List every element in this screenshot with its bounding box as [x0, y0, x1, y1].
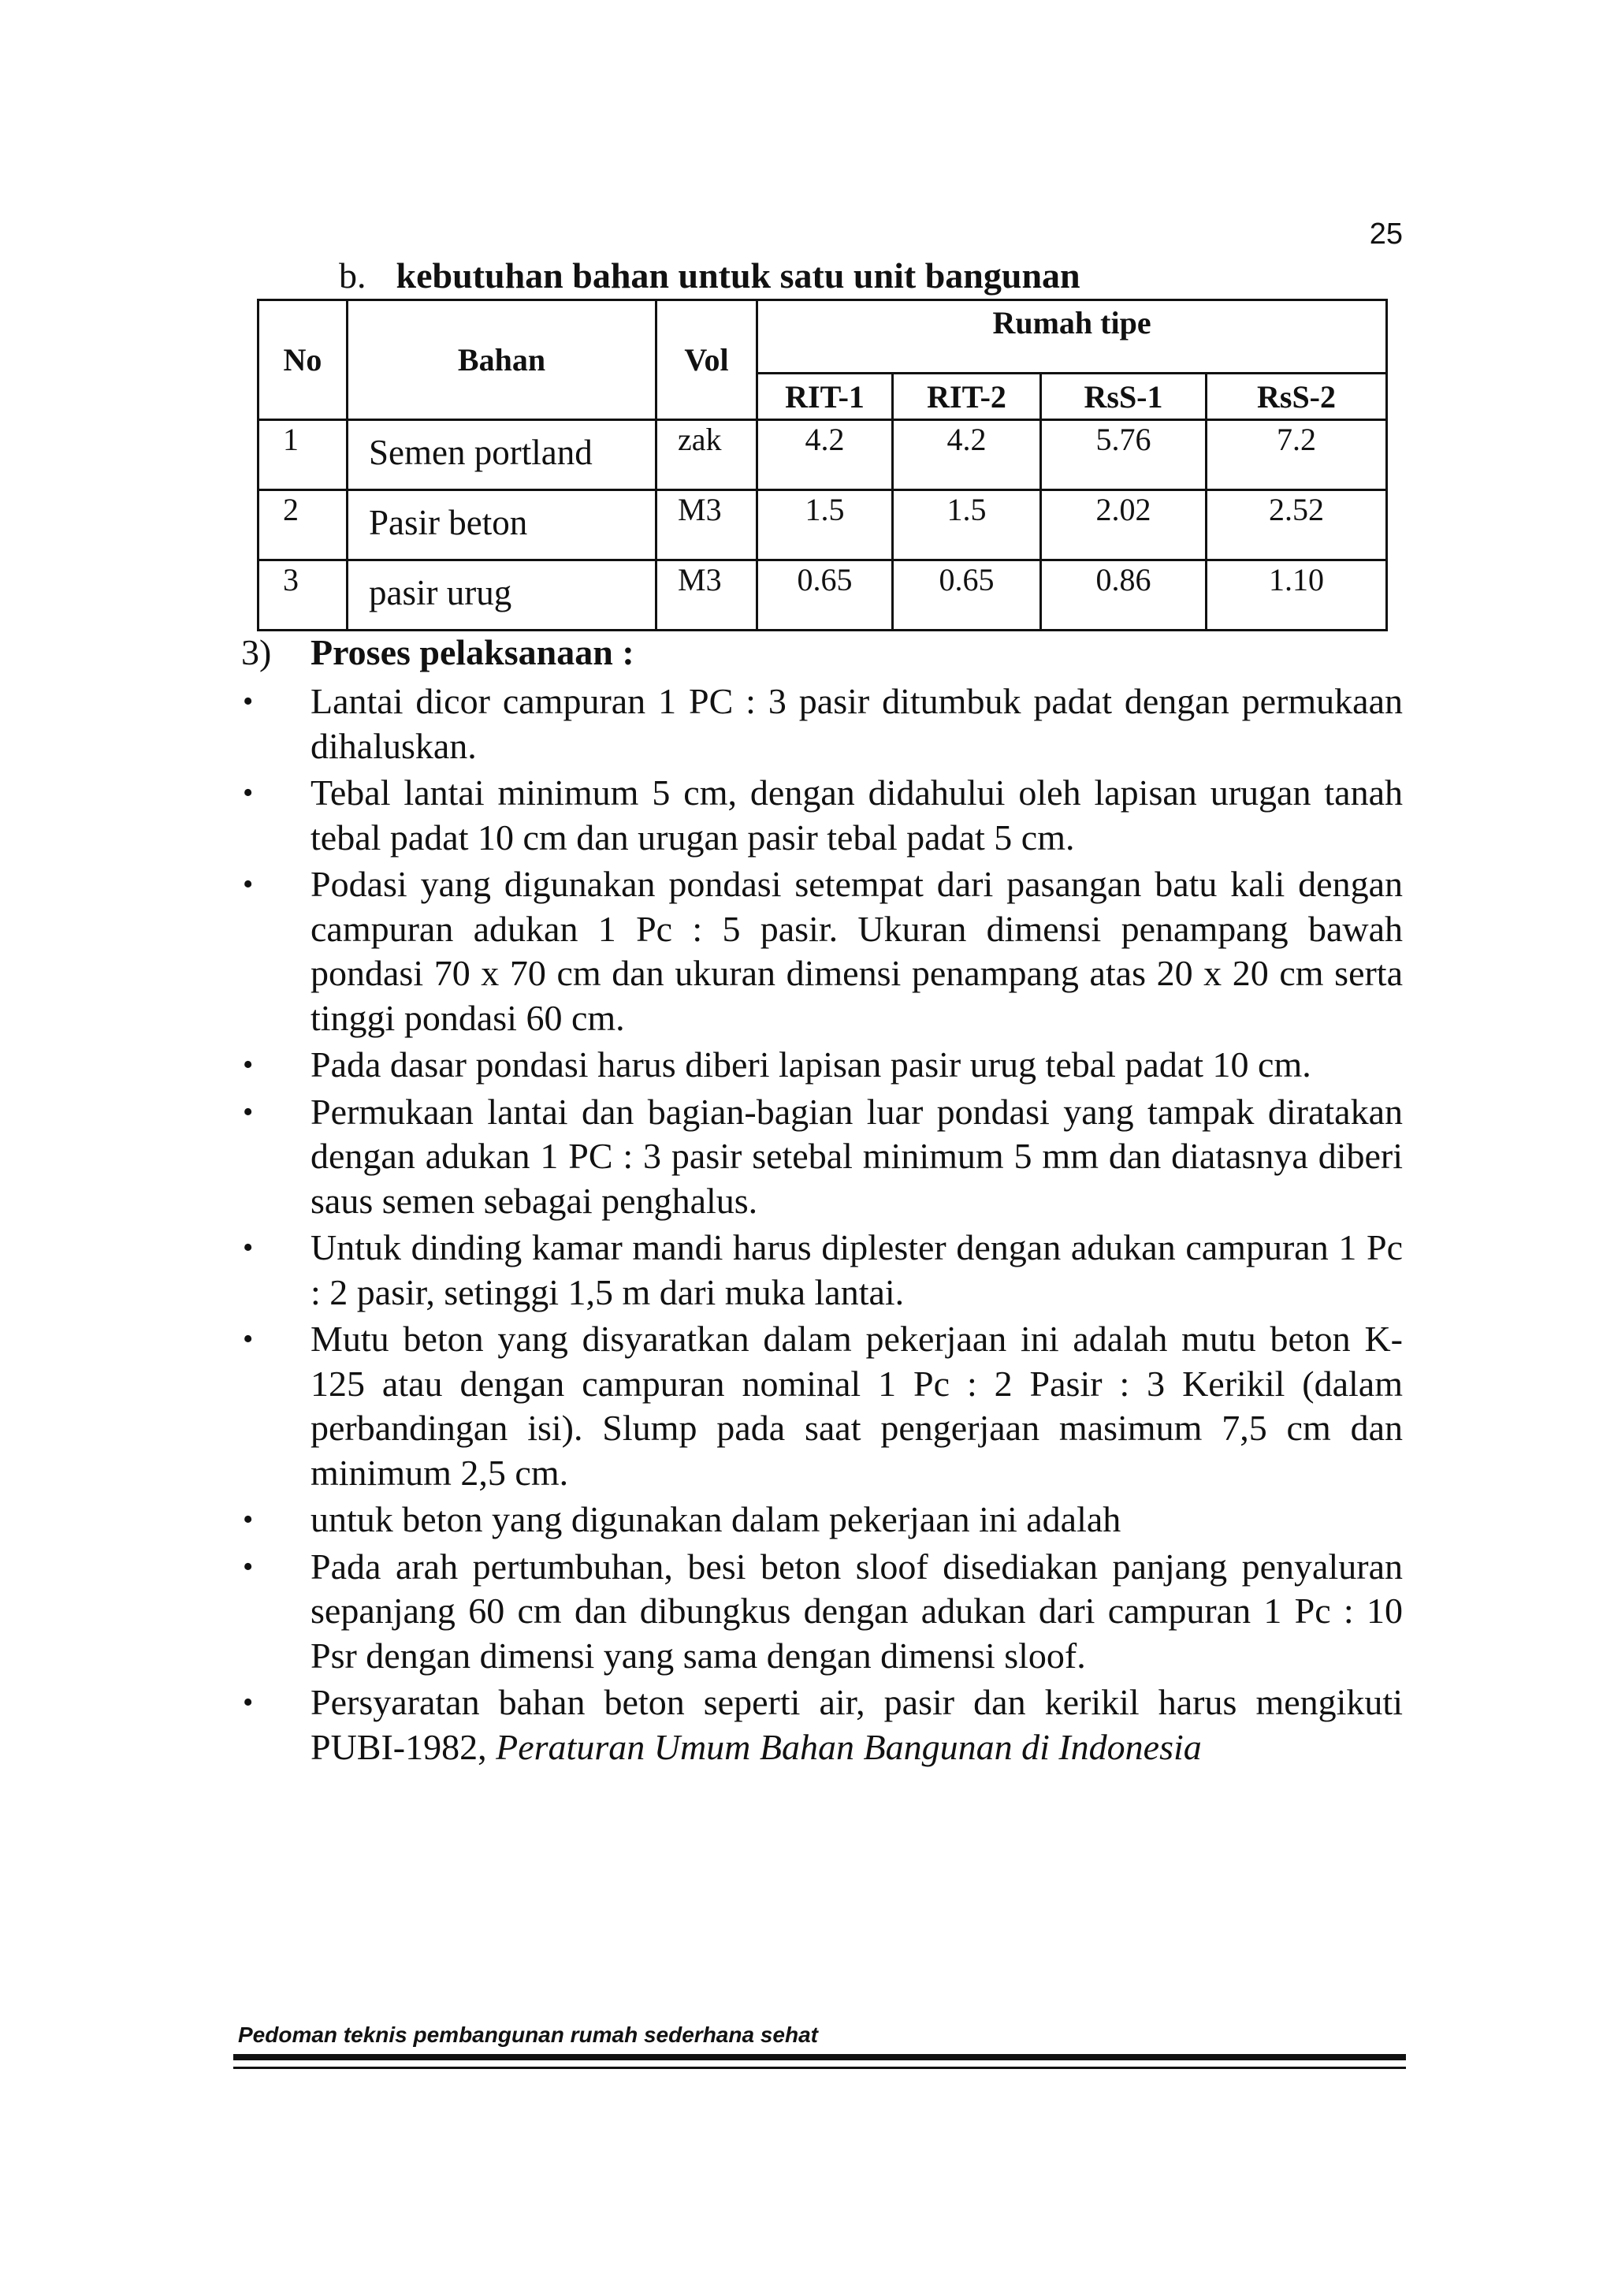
- table-row: [258, 490, 1387, 560]
- list-item-text: Pada dasar pondasi harus diberi lapisan pasir urug tebal padat 10 cm.: [311, 1044, 1311, 1085]
- list-item: [241, 862, 1403, 1040]
- cell-value: 1.5: [893, 490, 1041, 560]
- cell-value: 2.02: [1041, 490, 1207, 560]
- list-item: [241, 1680, 1403, 1769]
- regulation-title: Peraturan Umum Bahan Bangunan di Indonesia: [496, 1726, 1202, 1767]
- cell-value: 4.2: [757, 420, 893, 490]
- section-title: Proses pelaksanaan :: [311, 632, 634, 672]
- cell-no: 2: [258, 490, 348, 560]
- cell-bahan: pasir urug: [348, 560, 656, 631]
- bullet-icon: •: [243, 1231, 254, 1264]
- bullet-icon: •: [243, 1686, 254, 1719]
- bullet-icon: •: [243, 1550, 254, 1583]
- bullet-icon: •: [243, 1048, 254, 1081]
- cell-vol: M3: [656, 560, 757, 631]
- bullet-icon: •: [243, 1503, 254, 1536]
- header-type: RIT-2: [893, 374, 1041, 420]
- page-number: 25: [1369, 218, 1403, 251]
- cell-value: 2.52: [1207, 490, 1387, 560]
- cell-bahan: Semen portland: [348, 420, 656, 490]
- header-type: RIT-1: [757, 374, 893, 420]
- header-no: No: [258, 300, 348, 420]
- list-item-text: Permukaan lantai dan bagian-bagian luar pondasi yang tampak diratakan dengan adukan 1 PC : 3 pasir setebal minimum 5 mm dan diatasnya diberi saus semen sebagai penghalus.: [311, 1091, 1403, 1221]
- cell-value: 1.10: [1207, 560, 1387, 631]
- cell-no: 1: [258, 420, 348, 490]
- footer-rule-thin: [233, 2067, 1406, 2069]
- bullet-icon: •: [243, 776, 254, 809]
- section-heading: [241, 631, 634, 675]
- cell-value: 0.65: [757, 560, 893, 631]
- header-vol: Vol: [656, 300, 757, 420]
- cell-vol: zak: [656, 420, 757, 490]
- list-item-text: Pada arah pertumbuhan, besi beton sloof disediakan panjang penyaluran sepanjang 60 cm dan dibungkus dengan adukan dari campuran 1 Pc : 10 Psr dengan dimensi yang sama dengan dimensi sloof.: [311, 1546, 1403, 1676]
- list-item-text: untuk beton yang digunakan dalam pekerjaan ini adalah: [311, 1499, 1121, 1539]
- bullet-icon: •: [243, 868, 254, 901]
- table-heading-title: kebutuhan bahan untuk satu unit bangunan: [396, 255, 1080, 296]
- cell-vol: M3: [656, 490, 757, 560]
- list-item: [241, 1226, 1403, 1315]
- table-heading-letter: b.: [339, 255, 366, 296]
- list-item: [241, 1545, 1403, 1679]
- cell-bahan: Pasir beton: [348, 490, 656, 560]
- cell-value: 1.5: [757, 490, 893, 560]
- list-item-text: Tebal lantai minimum 5 cm, dengan didahului oleh lapisan urugan tanah tebal padat 10 cm dan urugan pasir tebal padat 5 cm.: [311, 772, 1403, 858]
- list-item-text: Persyaratan bahan beton seperti air, pasir dan kerikil harus mengikuti PUBI-1982,: [311, 1682, 1403, 1767]
- bullet-icon: •: [243, 685, 254, 718]
- header-type: RsS-2: [1207, 374, 1387, 420]
- cell-value: 5.76: [1041, 420, 1207, 490]
- list-item-text: Untuk dinding kamar mandi harus diplester dengan adukan campuran 1 Pc : 2 pasir, setinggi 1,5 m dari muka lantai.: [311, 1227, 1403, 1312]
- cell-no: 3: [258, 560, 348, 631]
- cell-value: 0.86: [1041, 560, 1207, 631]
- cell-value: 4.2: [893, 420, 1041, 490]
- list-item: [241, 1317, 1403, 1495]
- list-item: [241, 1090, 1403, 1224]
- list-item: [241, 771, 1403, 860]
- header-bahan: Bahan: [348, 300, 656, 420]
- list-item: [241, 1498, 1403, 1542]
- cell-value: 7.2: [1207, 420, 1387, 490]
- bullet-icon: •: [243, 1323, 254, 1356]
- footer-title: Pedoman teknis pembangunan rumah sederhana sehat: [238, 2022, 818, 2047]
- bullet-icon: •: [243, 1095, 254, 1129]
- process-list: [241, 679, 1403, 1772]
- header-rumah-tipe: Rumah tipe: [757, 300, 1387, 374]
- header-type: RsS-1: [1041, 374, 1207, 420]
- table-row: [258, 560, 1387, 631]
- list-item: [241, 1043, 1403, 1088]
- cell-value: 0.65: [893, 560, 1041, 631]
- materials-table: [257, 299, 1388, 631]
- section-number: 3): [241, 632, 272, 672]
- list-item-text: Lantai dicor campuran 1 PC : 3 pasir ditumbuk padat dengan permukaan dihaluskan.: [311, 681, 1403, 766]
- list-item: [241, 679, 1403, 768]
- footer-rule-thick: [233, 2054, 1406, 2060]
- table-row: [258, 420, 1387, 490]
- list-item-text: Mutu beton yang disyaratkan dalam pekerjaan ini adalah mutu beton K-125 atau dengan campuran nominal 1 Pc : 2 Pasir : 3 Kerikil (dalam perbandingan isi). Slump pada saat pengerjaan masimum 7,5 cm dan minimum 2,5 cm.: [311, 1319, 1403, 1493]
- list-item-text: Podasi yang digunakan pondasi setempat dari pasangan batu kali dengan campuran adukan 1 Pc : 5 pasir. Ukuran dimensi penampang bawah pondasi 70 x 70 cm dan ukuran dimensi penampang atas 20 x 20 cm serta tinggi pondasi 60 cm.: [311, 864, 1403, 1038]
- table-heading: [339, 254, 1080, 298]
